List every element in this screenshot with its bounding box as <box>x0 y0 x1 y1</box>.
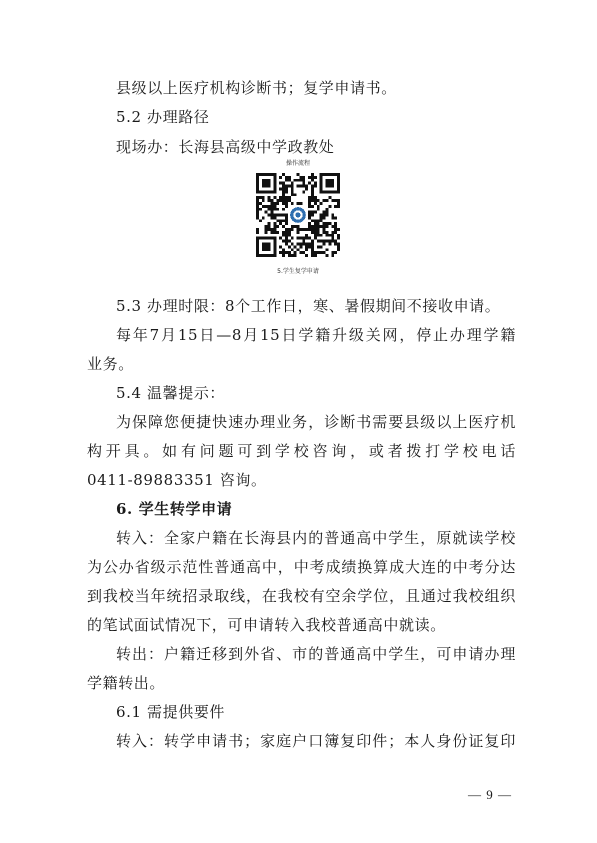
onsite-office-text: 现场办：长海县高级中学政教处 <box>116 138 335 156</box>
transfer-in-line-2: 为公办省级示范性普通高中，中考成绩换算成大连的中考分达 <box>87 558 516 576</box>
section-5-3-text: 5.3 办理时限：8个工作日，寒、暑假期间不接收申请。 <box>116 297 501 315</box>
transfer-out-line-2: 学籍转出。 <box>87 674 166 692</box>
section-5-4-heading: 5.4 温馨提示： <box>116 384 226 402</box>
section-5-2-heading: 5.2 办理路径 <box>116 108 210 126</box>
page-number: — 9 — <box>468 787 512 802</box>
transfer-in-line-1: 转入：全家户籍在长海县内的普通高中学生，原就读学校 <box>116 529 516 547</box>
transfer-in-line-3: 到我校当年统招录取线，在我校有空余学位，且通过我校组织 <box>87 587 516 605</box>
section-6-1-heading: 6.1 需提供要件 <box>116 703 226 721</box>
annual-closure-continuation: 业务。 <box>87 355 134 373</box>
qr-caption-bottom: 5.学生复学申请 <box>277 268 319 275</box>
qr-code-image <box>256 173 340 257</box>
transfer-in-line-4: 的笔试面试情况下，可申请转入我校普通高中就读。 <box>87 616 446 634</box>
section-6-heading: 6. 学生转学申请 <box>116 500 233 518</box>
qr-caption-top: 操作流程 <box>285 160 310 167</box>
transfer-in-documents-text: 转入：转学申请书；家庭户口簿复印件；本人身份证复印 <box>116 732 516 750</box>
requirements-continuation: 县级以上医疗机构诊断书；复学申请书。 <box>116 79 397 97</box>
annual-closure-text: 每年7月15日—8月15日学籍升级关网，停止办理学籍 <box>116 326 516 344</box>
tips-text-line-1: 为保障您便捷快速办理业务，诊断书需要县级以上医疗机 <box>116 413 516 431</box>
transfer-out-line-1: 转出：户籍迁移到外省、市的普通高中学生，可申请办理 <box>116 645 516 663</box>
tips-text-line-3: 0411-89883351 咨询。 <box>87 471 267 489</box>
tips-text-line-2: 构开具。如有问题可到学校咨询，或者拨打学校电话 <box>87 442 516 460</box>
qr-code-block <box>250 160 346 278</box>
